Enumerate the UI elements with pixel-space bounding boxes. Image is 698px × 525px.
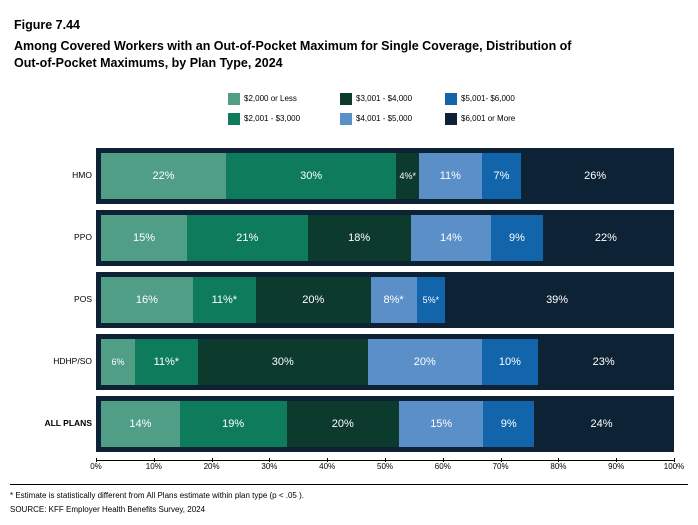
bar-segment-label: 11% <box>439 170 461 182</box>
bar-segment-label: 14% <box>129 418 152 430</box>
bar-segment <box>368 339 482 385</box>
category-label: POS <box>74 294 92 304</box>
bar-segment <box>101 153 226 199</box>
x-axis-tick-label: 80% <box>550 462 567 471</box>
chart-plot-area <box>44 148 674 460</box>
legend-item <box>228 110 340 127</box>
category-label: ALL PLANS <box>44 418 92 428</box>
x-axis-tick-label: 30% <box>261 462 278 471</box>
bar-segment <box>419 153 481 199</box>
bar-segment <box>543 215 669 261</box>
x-axis-tick-label: 0% <box>90 462 102 471</box>
bar-row <box>96 334 674 390</box>
legend-label: $6,001 or More <box>461 114 516 123</box>
title-line-1: Among Covered Workers with an Out-of-Pocket Maximum for Single Coverage, Distribution of <box>14 39 572 53</box>
bar-segment <box>287 401 399 447</box>
x-axis-tick-label: 70% <box>492 462 509 471</box>
bar-segment <box>308 215 411 261</box>
bar-segment <box>534 401 669 447</box>
bar-segment-label: 8%* <box>383 294 404 306</box>
bar-segment-label: 20% <box>413 356 436 368</box>
legend-label: $3,001 - $4,000 <box>356 94 413 103</box>
x-axis-tick-mark <box>269 458 270 462</box>
bar-segment <box>491 215 543 261</box>
bar-row <box>96 396 674 452</box>
bar-segment-label: 11%* <box>211 294 238 306</box>
bar-segment <box>521 153 669 199</box>
x-axis-tick-mark <box>443 458 444 462</box>
bar-segment <box>226 153 396 199</box>
legend-swatch-icon <box>445 113 457 125</box>
bar-segment <box>399 401 483 447</box>
bar-segment <box>198 339 368 385</box>
bar-segment-label: 19% <box>222 418 245 430</box>
chart-legend <box>228 90 538 127</box>
legend-swatch-icon <box>340 113 352 125</box>
bar-segment-label: 7% <box>493 170 510 182</box>
category-label: HDHP/SO <box>53 356 92 366</box>
bar-segment-label: 16% <box>135 294 158 306</box>
bar-segment <box>187 215 307 261</box>
bar-segment-label: 39% <box>546 294 569 306</box>
bar-row <box>96 210 674 266</box>
legend-swatch-icon <box>228 93 240 105</box>
bar-segment-label: 22% <box>152 170 175 182</box>
bar-segment <box>396 153 419 199</box>
bar-segment <box>101 339 135 385</box>
bar-segment <box>101 215 187 261</box>
bar-segment <box>538 339 669 385</box>
bar-segment <box>417 277 446 323</box>
legend-item <box>445 110 540 127</box>
bar-segment-label: 4%* <box>399 171 416 181</box>
bar-segment-label: 24% <box>590 418 613 430</box>
bar-segment-label: 6% <box>111 357 125 367</box>
x-axis-tick-label: 100% <box>663 462 685 471</box>
bar-row <box>96 148 674 204</box>
bar-segment <box>193 277 256 323</box>
bar-segment-label: 20% <box>331 418 354 430</box>
x-axis-tick-label: 10% <box>145 462 162 471</box>
x-axis-tick-label: 50% <box>376 462 394 471</box>
x-axis-tick-mark <box>674 458 675 462</box>
bar-segment-label: 21% <box>236 232 259 244</box>
x-axis-tick-mark <box>327 458 328 462</box>
bar-segment <box>101 401 180 447</box>
bar-segment <box>482 153 522 199</box>
x-axis-tick-label: 40% <box>319 462 336 471</box>
bar-segment-label: 30% <box>271 356 294 368</box>
bar-segment <box>180 401 287 447</box>
bar-segment-label: 22% <box>594 232 617 244</box>
bar-segment-label: 20% <box>302 294 325 306</box>
page-title <box>14 38 684 72</box>
legend-swatch-icon <box>340 93 352 105</box>
legend-item <box>228 90 340 107</box>
x-axis-tick-mark <box>154 458 155 462</box>
x-axis-tick-mark <box>96 458 97 462</box>
x-axis-tick-mark <box>212 458 213 462</box>
x-axis-tick-label: 60% <box>434 462 451 471</box>
title-line-2: Out-of-Pocket Maximums, by Plan Type, 2024 <box>14 56 283 70</box>
legend-swatch-icon <box>445 93 457 105</box>
legend-label: $2,001 - $3,000 <box>244 114 301 123</box>
legend-item <box>340 90 445 107</box>
bar-segment-label: 9% <box>508 232 525 244</box>
bar-row <box>96 272 674 328</box>
legend-swatch-icon <box>228 113 240 125</box>
bar-segment-label: 15% <box>133 232 156 244</box>
legend-item <box>445 90 540 107</box>
bar-segment <box>101 277 193 323</box>
x-axis-tick-label: 20% <box>203 462 220 471</box>
category-label: HMO <box>72 170 92 180</box>
legend-label: $5,001- $6,000 <box>461 94 515 103</box>
bar-segment <box>371 277 417 323</box>
bar-segment <box>256 277 371 323</box>
bar-segment-label: 10% <box>498 356 521 368</box>
bar-segment <box>135 339 197 385</box>
bar-segment-label: 23% <box>592 356 615 368</box>
bar-segment-label: 9% <box>500 418 517 430</box>
bar-segment-label: 14% <box>439 232 462 244</box>
x-axis-tick-mark <box>501 458 502 462</box>
bar-segment-label: 18% <box>348 232 371 244</box>
bar-segment <box>445 277 669 323</box>
x-axis-tick-label: 90% <box>608 462 625 471</box>
footnote-divider <box>10 484 688 485</box>
x-axis-tick-labels <box>90 462 685 476</box>
legend-label: $2,000 or Less <box>244 94 297 103</box>
bar-segment-label: 30% <box>300 170 323 182</box>
bar-segment-label: 26% <box>584 170 607 182</box>
bar-segment-label: 15% <box>430 418 453 430</box>
bar-segment <box>411 215 491 261</box>
footnote-source: SOURCE: KFF Employer Health Benefits Survey, 2024 <box>10 505 206 514</box>
x-axis-tick-mark <box>385 458 386 462</box>
legend-item <box>340 110 445 127</box>
figure-number: Figure 7.44 <box>14 18 80 32</box>
x-axis-tick-mark <box>558 458 559 462</box>
legend-label: $4,001 - $5,000 <box>356 114 413 123</box>
bar-segment <box>483 401 534 447</box>
bar-segment <box>482 339 539 385</box>
x-axis-tick-mark <box>616 458 617 462</box>
bar-segment-label: 11%* <box>153 356 180 368</box>
footnote-estimate-note: * Estimate is statistically different from All Plans estimate within plan type (p < .05 ). <box>10 491 304 500</box>
category-label: PPO <box>74 232 92 242</box>
bar-segment-label: 5%* <box>422 295 440 305</box>
